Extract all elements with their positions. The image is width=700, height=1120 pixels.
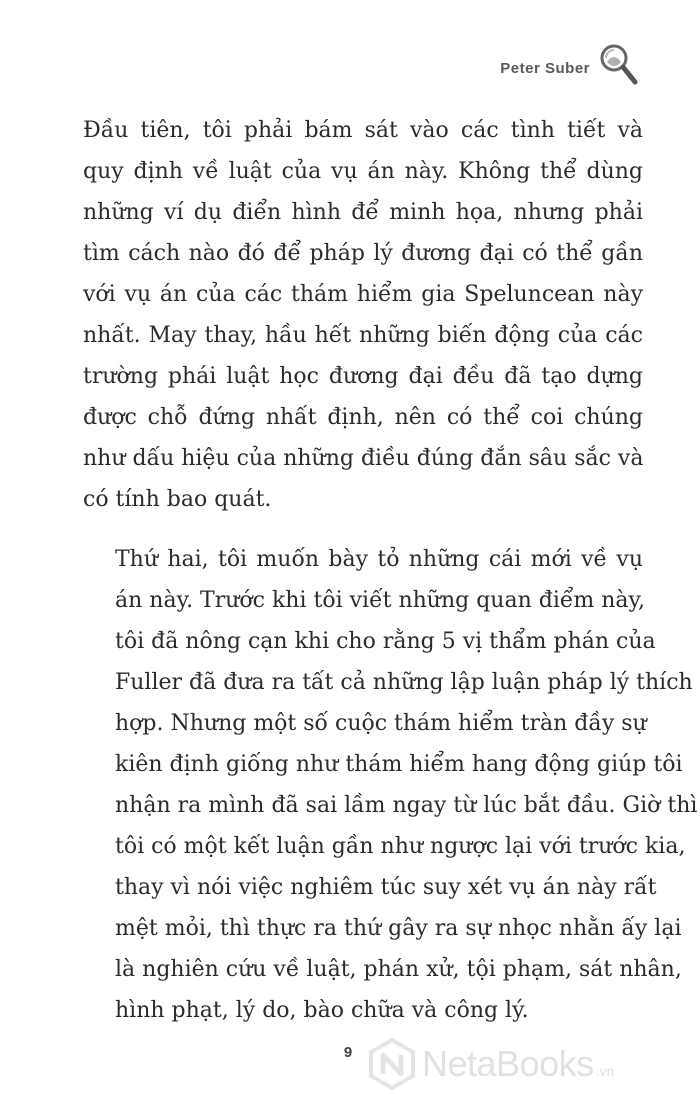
paragraph-1 — [83, 110, 643, 520]
running-header — [500, 40, 638, 90]
text-line: là nghiên cứu về luật, phán xử, tội phạm, sát nhân, — [115, 957, 682, 982]
text-line: trường phái luật học đương đại đều đã tạo dựng — [83, 364, 643, 389]
watermark-suffix: .vn — [595, 1063, 615, 1079]
header-author: Peter Suber — [500, 59, 590, 77]
text-line: như dấu hiệu của những điều đúng đắn sâu sắc và — [83, 446, 644, 471]
text-line: có tính bao quát. — [83, 487, 272, 512]
page-body — [83, 110, 698, 1031]
text-line: Thứ hai, tôi muốn bày tỏ những cái mới về vụ — [115, 547, 643, 572]
netabooks-logo-icon — [368, 1038, 416, 1090]
text-line: tìm cách nào đó để pháp lý đương đại có thể gần — [83, 241, 643, 266]
text-line: nhất. May thay, hầu hết những biến động của các — [83, 323, 643, 348]
paragraph-2 — [83, 539, 698, 1031]
text-line: kiên định giống như thám hiểm hang động giúp tôi — [115, 752, 683, 777]
magnifier-icon — [598, 42, 638, 88]
text-line: Đầu tiên, tôi phải bám sát vào các tình tiết và — [83, 118, 643, 143]
text-line: Fuller đã đưa ra tất cả những lập luận pháp lý thích — [115, 670, 693, 695]
text-line: với vụ án của các thám hiểm gia Speluncean này — [83, 282, 643, 307]
text-line: nhận ra mình đã sai lầm ngay từ lúc bắt đầu. Giờ thì — [115, 793, 698, 818]
text-line: án này. Trước khi tôi viết những quan điểm này, — [115, 588, 646, 613]
text-line: hợp. Nhưng một số cuộc thám hiểm tràn đầy sự — [115, 711, 647, 736]
text-line: hình phạt, lý do, bào chữa và công lý. — [115, 998, 529, 1023]
text-line: thay vì nói việc nghiêm túc suy xét vụ án này rất — [115, 875, 657, 900]
text-line: những ví dụ điển hình để minh họa, nhưng phải — [83, 200, 643, 225]
text-line: được chỗ đứng nhất định, nên có thể coi chúng — [83, 405, 643, 430]
text-line: tôi đã nông cạn khi cho rằng 5 vị thẩm phán của — [115, 629, 656, 654]
text-line: tôi có một kết luận gần như ngược lại với trước kia, — [115, 834, 686, 859]
watermark-brand: NetaBooks — [422, 1043, 594, 1084]
watermark — [368, 1038, 614, 1090]
text-line: quy định về luật của vụ án này. Không thể dùng — [83, 159, 643, 184]
page-number: 9 — [343, 1044, 353, 1061]
text-line: mệt mỏi, thì thực ra thứ gây ra sự nhọc nhằn ấy lại — [115, 916, 682, 941]
